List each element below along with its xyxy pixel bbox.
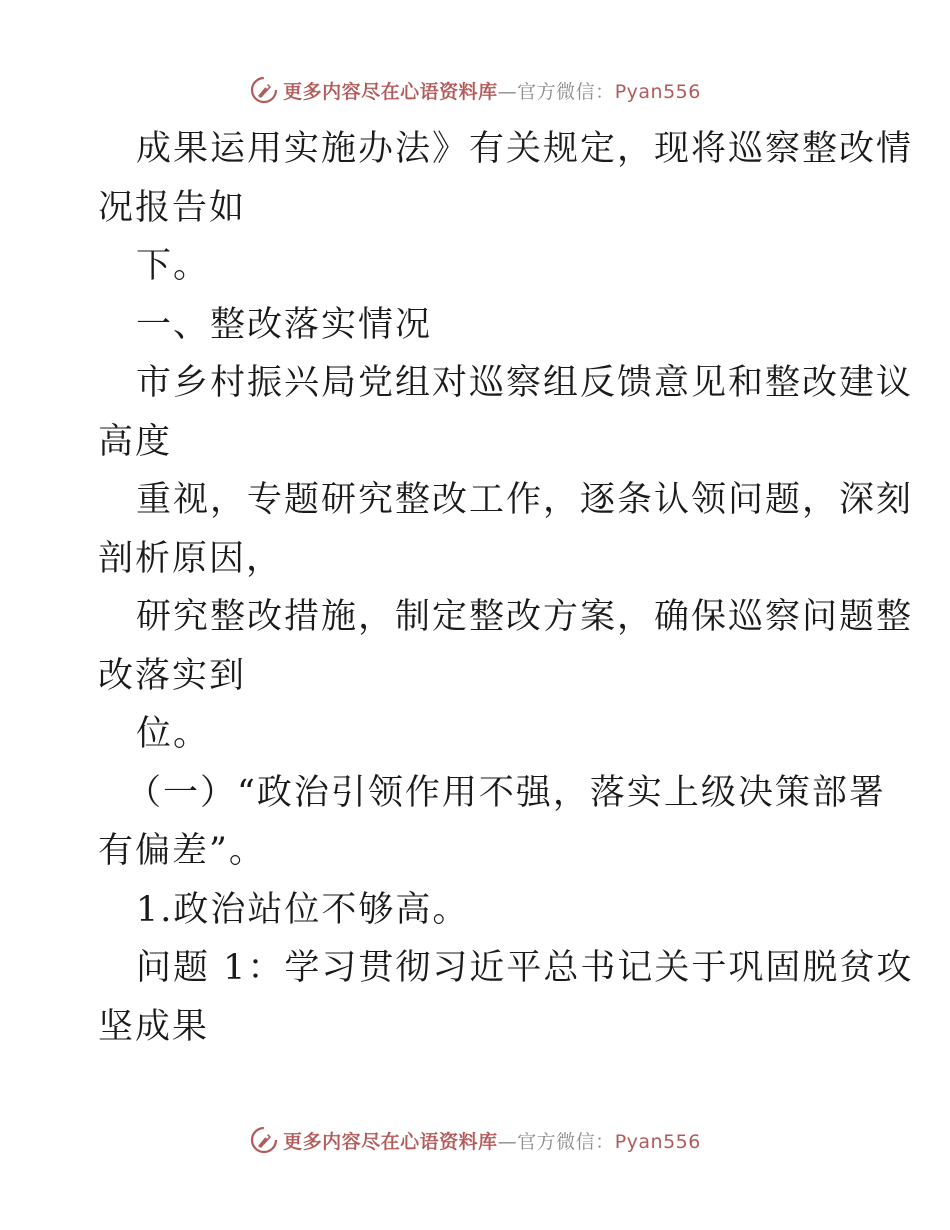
footer-watermark-banner [0,1120,950,1160]
banner-main-text: 更多内容尽在心语资料库 [283,80,498,103]
text-line: 坚成果 [98,1006,210,1047]
pen-nib-logo-icon [249,1125,279,1155]
text-line: 剖析原因， [98,538,284,579]
text-line: 高度 [98,421,173,462]
subsection-heading: （一）“政治引领作用不强，落实上级决策部署 [126,772,886,813]
banner-wechat-id: Pyan556 [614,1130,701,1153]
text-line: 成果运用实施办法》有关规定，现将巡察整改情 [136,129,914,169]
document-body [98,120,914,1056]
banner-separator: — [497,1130,518,1153]
banner-wechat-id: Pyan556 [614,80,701,103]
banner-text [283,1127,701,1154]
banner-wechat-label: 官方微信： [517,80,615,103]
text-line: 研究整改措施，制定整改方案，确保巡察问题整 [136,597,914,637]
pen-nib-logo-icon [249,75,279,105]
text-line: 有偏差”。 [98,831,266,871]
section-heading: 一、整改落实情况 [136,304,433,345]
banner-text [283,77,701,104]
banner-separator: — [497,80,518,103]
banner-main-text: 更多内容尽在心语资料库 [283,1130,498,1153]
text-line: 况报告如 [98,187,247,228]
text-line: 问题 1：学习贯彻习近平总书记关于巩固脱贫攻 [136,948,914,988]
header-watermark-banner [0,70,950,110]
text-line: 改落实到 [98,655,247,696]
numbered-item: 1.政治站位不够高。 [136,889,470,930]
text-line: 重视，专题研究整改工作，逐条认领问题，深刻 [136,480,914,520]
text-line: 市乡村振兴局党组对巡察组反馈意见和整改建议 [136,363,914,403]
banner-wechat-label: 官方微信： [517,1130,615,1153]
text-line: 位。 [136,714,211,754]
text-line: 下。 [136,246,211,286]
